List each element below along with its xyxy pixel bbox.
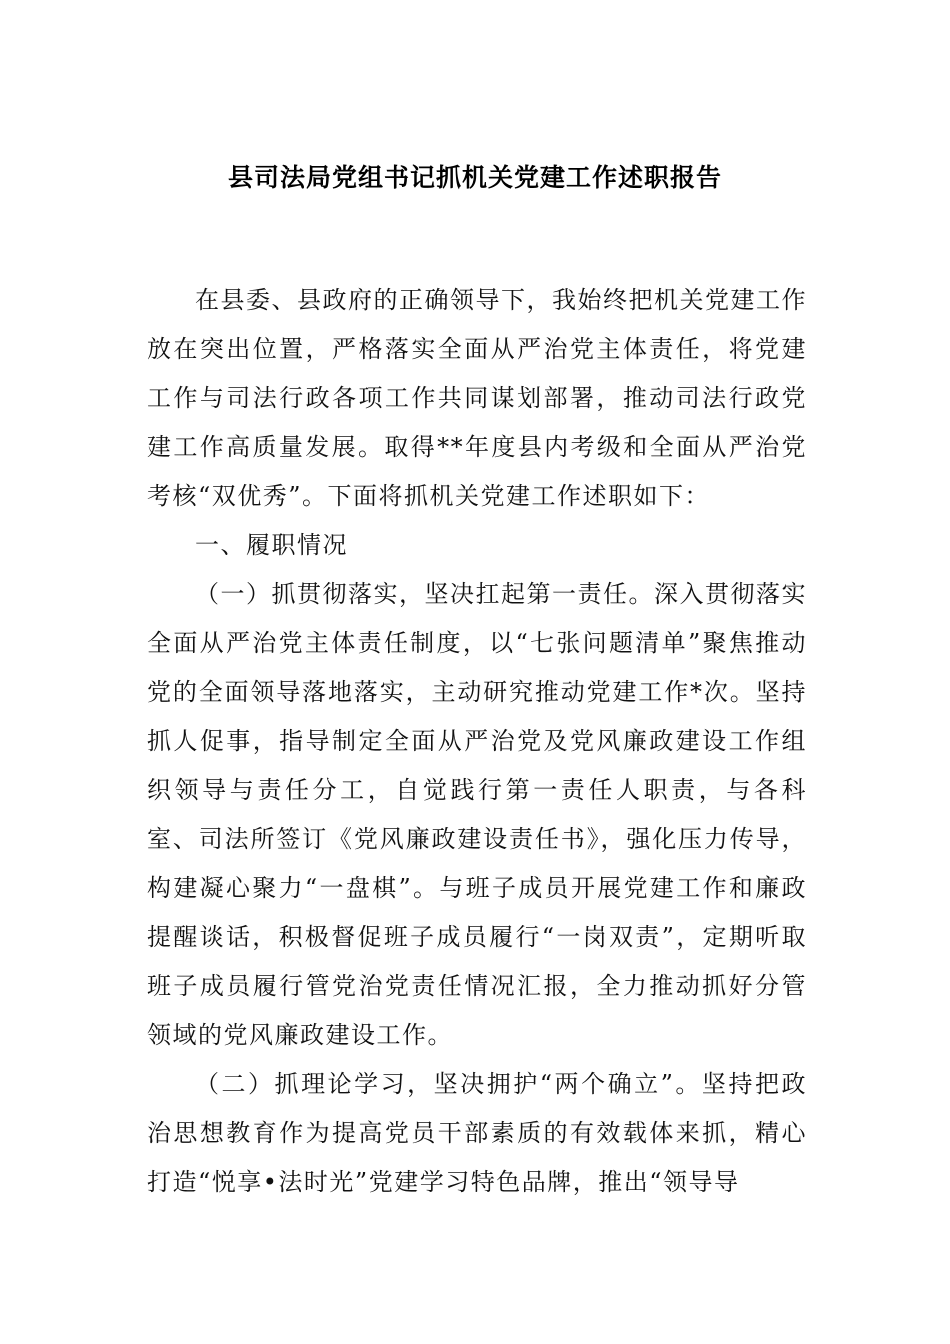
document-body — [147, 276, 807, 1207]
paragraph-section-1: （一）抓贯彻落实，坚决扛起第一责任。深入贯彻落实全面从严治党主体责任制度，以“七张问题清单”聚焦推动党的全面领导落地落实，主动研究推动党建工作*次。坚持抓人促事，指导制定全面从严治党及党风廉政建设工作组织领导与责任分工，自觉践行第一责任人职责，与各科室、司法所签订《党风廉政建设责任书》，强化压力传导，构建凝心聚力“一盘棋”。与班子成员开展党建工作和廉政提醒谈话，积极督促班子成员履行“一岗双责”，定期听取班子成员履行管党治党责任情况汇报，全力推动抓好分管领域的党风廉政建设工作。 — [147, 580, 807, 1049]
document-title: 县司法局党组书记抓机关党建工作述职报告 — [227, 163, 722, 192]
paragraph-section-2: （二）抓理论学习，坚决拥护“两个确立”。坚持把政治思想教育作为提高党员干部素质的有效载体来抓，精心打造“悦享•法时光”党建学习特色品牌，推出“领导导 — [147, 1070, 807, 1196]
paragraph-intro: 在县委、县政府的正确领导下，我始终把机关党建工作放在突出位置，严格落实全面从严治党主体责任，将党建工作与司法行政各项工作共同谋划部署，推动司法行政党建工作高质量发展。取得**年度县内考级和全面从严治党考核“双优秀”。下面将抓机关党建工作述职如下： — [147, 286, 807, 510]
section-heading-performance: 一、履职情况 — [195, 531, 348, 559]
